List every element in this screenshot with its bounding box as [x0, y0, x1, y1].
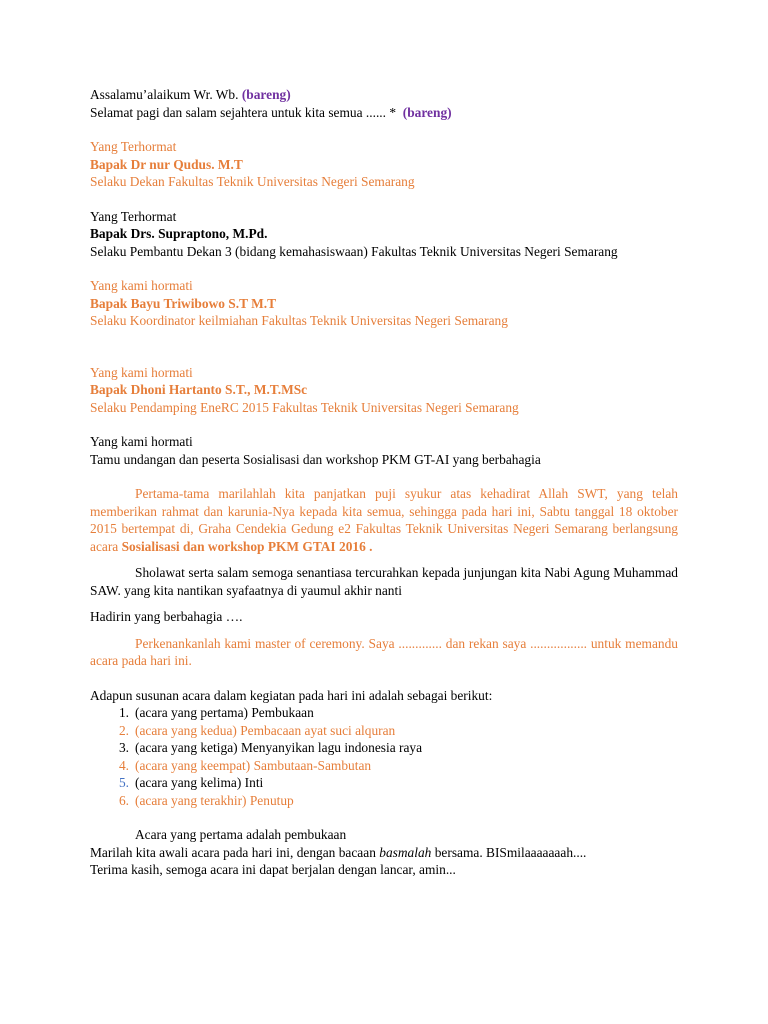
guests-block	[90, 433, 678, 468]
list-item: 4. (acara yang keempat) Sambutaan-Sambutan	[118, 757, 372, 773]
honoree-role: Selaku Pendamping EneRC 2015 Fakultas Teknik Universitas Negeri Semarang	[90, 399, 519, 415]
mc-paragraph-text: Perkenankanlah kami master of ceremony. Saya ............. dan rekan saya ................. untuk memandu acara pada hari ini.	[90, 635, 678, 668]
event-name: Sosialisasi dan workshop PKM GTAI 2016 .	[121, 538, 373, 554]
list-item: 5. (acara yang kelima) Inti	[118, 775, 264, 790]
together-tag: (bareng)	[241, 87, 291, 102]
honoree-name: Bapak Drs. Supraptono, M.Pd.	[90, 226, 268, 241]
guests-salutation: Yang kami hormati	[90, 434, 193, 449]
honoree-role: Selaku Dekan Fakultas Teknik Universitas Negeri Semarang	[90, 174, 415, 189]
honoree-name: Bapak Dr nur Qudus. M.T	[90, 156, 243, 172]
list-item: 2. (acara yang kedua) Pembacaan ayat suci alquran	[118, 722, 396, 738]
together-tag: (bareng)	[402, 104, 452, 120]
honoree-salutation: Yang kami hormati	[90, 364, 193, 380]
closing-line-1: Acara yang pertama adalah pembukaan	[135, 827, 347, 842]
honoree-role: Selaku Pembantu Dekan 3 (bidang kemahasiswaan) Fakultas Teknik Universitas Negeri Semarang	[90, 243, 618, 259]
list-item: 3. (acara yang ketiga) Menyanyikan lagu indonesia raya	[118, 740, 423, 755]
honoree-block	[90, 138, 678, 191]
mc-paragraph	[90, 635, 678, 670]
document-page	[90, 86, 678, 879]
greeting-text: Selamat pagi dan salam sejahtera untuk kita semua ...... *	[90, 104, 397, 120]
greeting-line-2	[90, 104, 678, 122]
guests-text: Tamu undangan dan peserta Sosialisasi dan workshop PKM GT-AI yang berbahagia	[90, 451, 541, 467]
agenda-list	[90, 704, 678, 809]
agenda-intro: Adapun susunan acara dalam kegiatan pada hari ini adalah sebagai berikut:	[90, 687, 493, 703]
greeting-text: Assalamu’alaikum Wr. Wb.	[90, 87, 239, 102]
closing-line-3: Terima kasih, semoga acara ini dapat berjalan dengan lancar, amin...	[90, 862, 456, 877]
list-item: 6. (acara yang terakhir) Penutup	[118, 792, 294, 808]
list-item: 1. (acara yang pertama) Pembukaan	[118, 705, 314, 720]
honoree-salutation: Yang Terhormat	[90, 208, 177, 224]
honoree-salutation: Yang kami hormati	[90, 278, 193, 293]
opening-paragraph	[90, 485, 678, 555]
honoree-block	[90, 364, 678, 417]
hadirin-line: Hadirin yang berbahagia ….	[90, 609, 243, 624]
honoree-salutation: Yang Terhormat	[90, 139, 177, 154]
honoree-name: Bapak Bayu Triwibowo S.T M.T	[90, 295, 277, 311]
sholawat-paragraph: Sholawat serta salam semoga senantiasa tercurahkan kepada junjungan kita Nabi Agung Muhammad SAW. yang kita nantikan syafaatnya di yaumul akhir nanti	[90, 565, 678, 598]
basmalah-word: basmalah	[379, 844, 432, 860]
closing-line-2: Marilah kita awali acara pada hari ini, dengan bacaan basmalah bersama. BISmilaaaaaaah....	[90, 844, 587, 860]
honoree-role: Selaku Koordinator keilmiahan Fakultas Teknik Universitas Negeri Semarang	[90, 313, 508, 328]
honoree-block	[90, 277, 678, 330]
opening-paragraph-text: Pertama-tama marilahlah kita panjatkan puji syukur atas kehadirat Allah SWT, yang telah memberikan rahmat dan karunia-Nya kepada kita semua, sehingga pada hari ini, Sabtu tanggal 18 oktober 2015 bertempat di, Graha Cendekia Gedung e2 Fakultas Teknik Universitas Negeri Semarang berlangsung acara	[90, 486, 678, 554]
honoree-block	[90, 208, 678, 261]
greeting-line-1	[90, 86, 678, 104]
honoree-name: Bapak Dhoni Hartanto S.T., M.T.MSc	[90, 382, 308, 397]
